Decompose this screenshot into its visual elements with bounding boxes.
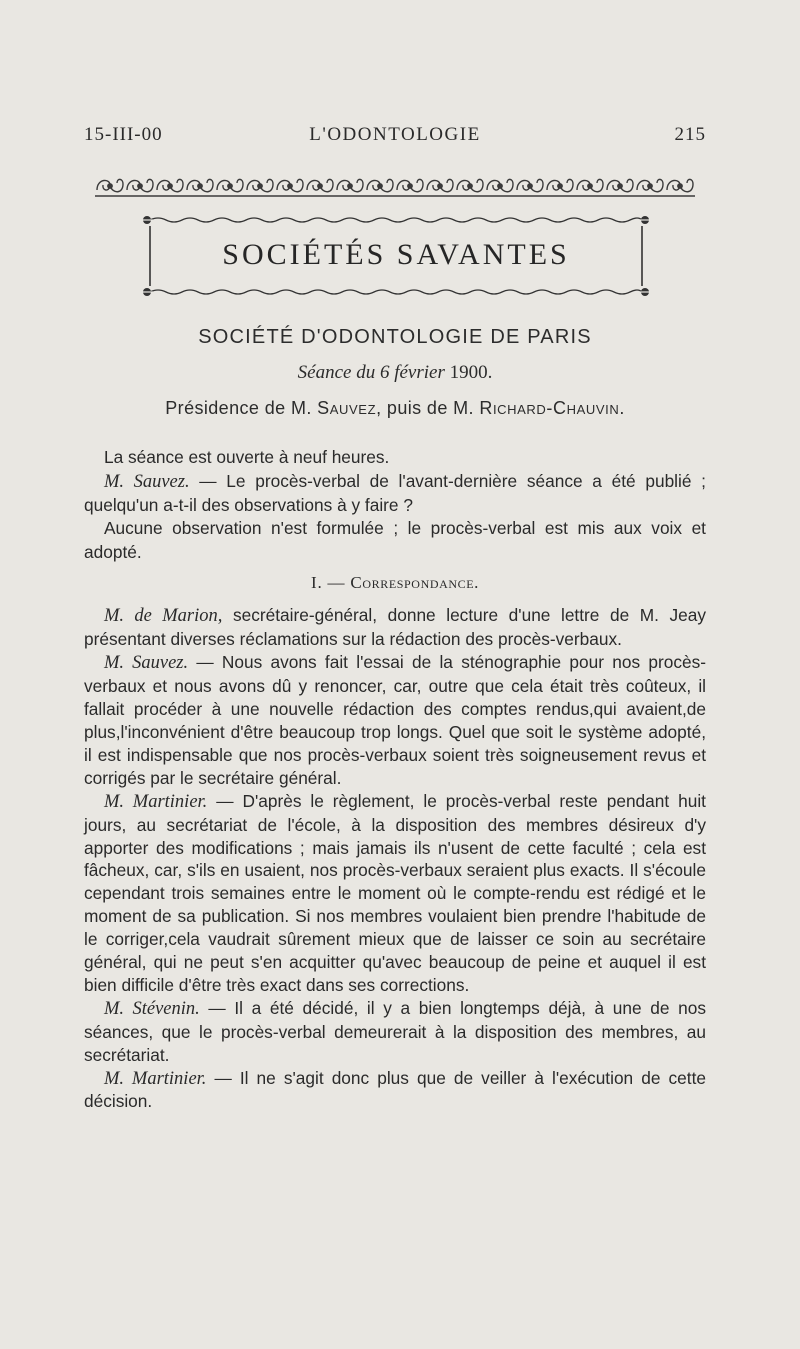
ornament-dot [168,184,172,188]
ornament-dot [588,184,592,188]
paragraph [84,446,706,470]
ornament-dot [198,184,202,188]
section-title-frame [138,212,654,302]
paragraph [84,790,706,997]
ornament-dot [498,184,502,188]
paragraph-text: Aucune observation n'est formulée ; le procès-verbal est mis aux voix et adopté. [84,517,706,562]
seance-line [84,362,706,384]
paragraph [84,517,706,564]
paragraph-text: La séance est ouverte à neuf heures. [104,447,390,467]
minutes-body [84,446,706,1113]
ornament-dot [108,184,112,188]
presidence-suffix: . [619,398,625,418]
ornament-dot [318,184,322,188]
paragraph-text: — Il ne s'agit donc plus que de veiller à l'exécution de cette décision. [84,1067,706,1112]
seance-label: Séance du 6 février [297,362,445,383]
speaker: M. Sauvez. [104,471,190,492]
ornament-dot [408,184,412,188]
ornament-dot [468,184,472,188]
presidence-prefix: Présidence de M. [165,398,312,418]
running-head [84,124,706,154]
section-title: SOCIÉTÉS SAVANTES [222,238,570,271]
presidence-line [84,398,706,419]
issue-date: 15-III-00 [84,124,163,145]
paragraph [84,997,706,1067]
paragraph-text: — Nous avons fait l'essai de la sténographie pour nos procès-verbaux et nous avons dû y renoncer, car, outre que cela était très coûteux, il fallait procéder à une nouvelle rédaction des comptes rendus,qui avaient,de plus,l'inconvénient d'être beaucoup trop longs. Quel que soit le système adopté, il est indispensable que nos procès-verbaux soient très soigneusement revus et corrigés par le secrétaire général. [84,652,706,788]
paragraph [84,651,706,789]
speaker: M. Sauvez. [104,653,189,674]
paragraph-text: — Le procès-verbal de l'avant-dernière séance a été publié ; quelqu'un a-t-il des observations à y faire ? [84,470,706,515]
ornament-dot [438,184,442,188]
page-number: 215 [674,124,706,145]
paragraph-text: secrétaire-général, donne lecture d'une lettre de M. Jeay présentant diverses réclamations sur la rédaction des procès-verbaux. [84,605,707,650]
paragraph-text: — Il a été décidé, il y a bien longtemps déjà, à une de nos séances, que le procès-verbal demeurerait à la disposition des membres, au secrétariat. [84,997,707,1065]
society-heading: SOCIÉTÉ D'ODONTOLOGIE DE PARIS [198,326,592,348]
section-heading [84,572,706,595]
section-number: I. — [310,572,351,592]
ornament-dot [288,184,292,188]
ornament-dot [138,184,142,188]
paragraph [84,470,706,517]
president-2: Richard-Chauvin [479,398,620,418]
paragraph-text: — D'après le règlement, le procès-verbal reste pendant huit jours, au secrétariat de l'école, à la disposition des membres désireux d'y apporter des modifications ; mais jamais ils n'usent de cette faculté ; cela est fâcheux, car, s'ils en usaient, nos procès-verbaux seraient plus exacts. Il s'écoule cependant trois semaines entre le moment où le compte-rendu est rédigé et le moment de sa publication. Si nos membres voulaient bien prendre l'habitude de le corriger,cela vaudrait sûrement mieux que de laisser ce soin au secrétaire général, qui ne peut s'en acquitter qu'avec beaucoup de peine et auquel il est bien difficile d'être très exact dans ses corrections. [84,790,706,995]
ornament-dot [348,184,352,188]
section-label: Correspondance. [350,572,480,592]
ornament-dot [648,184,652,188]
speaker: M. Martinier. [104,791,208,812]
ornament-dot [378,184,382,188]
paragraph [84,604,706,651]
speaker: M. Stévenin. [104,998,200,1019]
ornament-dot [678,184,682,188]
ornament-dot [558,184,562,188]
ornament-dot [258,184,262,188]
journal-title: L'ODONTOLOGIE [309,124,481,145]
speaker: M. Martinier. [104,1068,207,1089]
seance-year: 1900. [449,362,493,383]
presidence-middle: , puis de M. [376,398,474,418]
ornament-dot [618,184,622,188]
ornament-dot [228,184,232,188]
ornament-dot [528,184,532,188]
president-1: Sauvez [317,398,377,418]
paragraph [84,1067,706,1114]
speaker: M. de Marion, [104,606,223,627]
ornamental-band [95,172,695,200]
